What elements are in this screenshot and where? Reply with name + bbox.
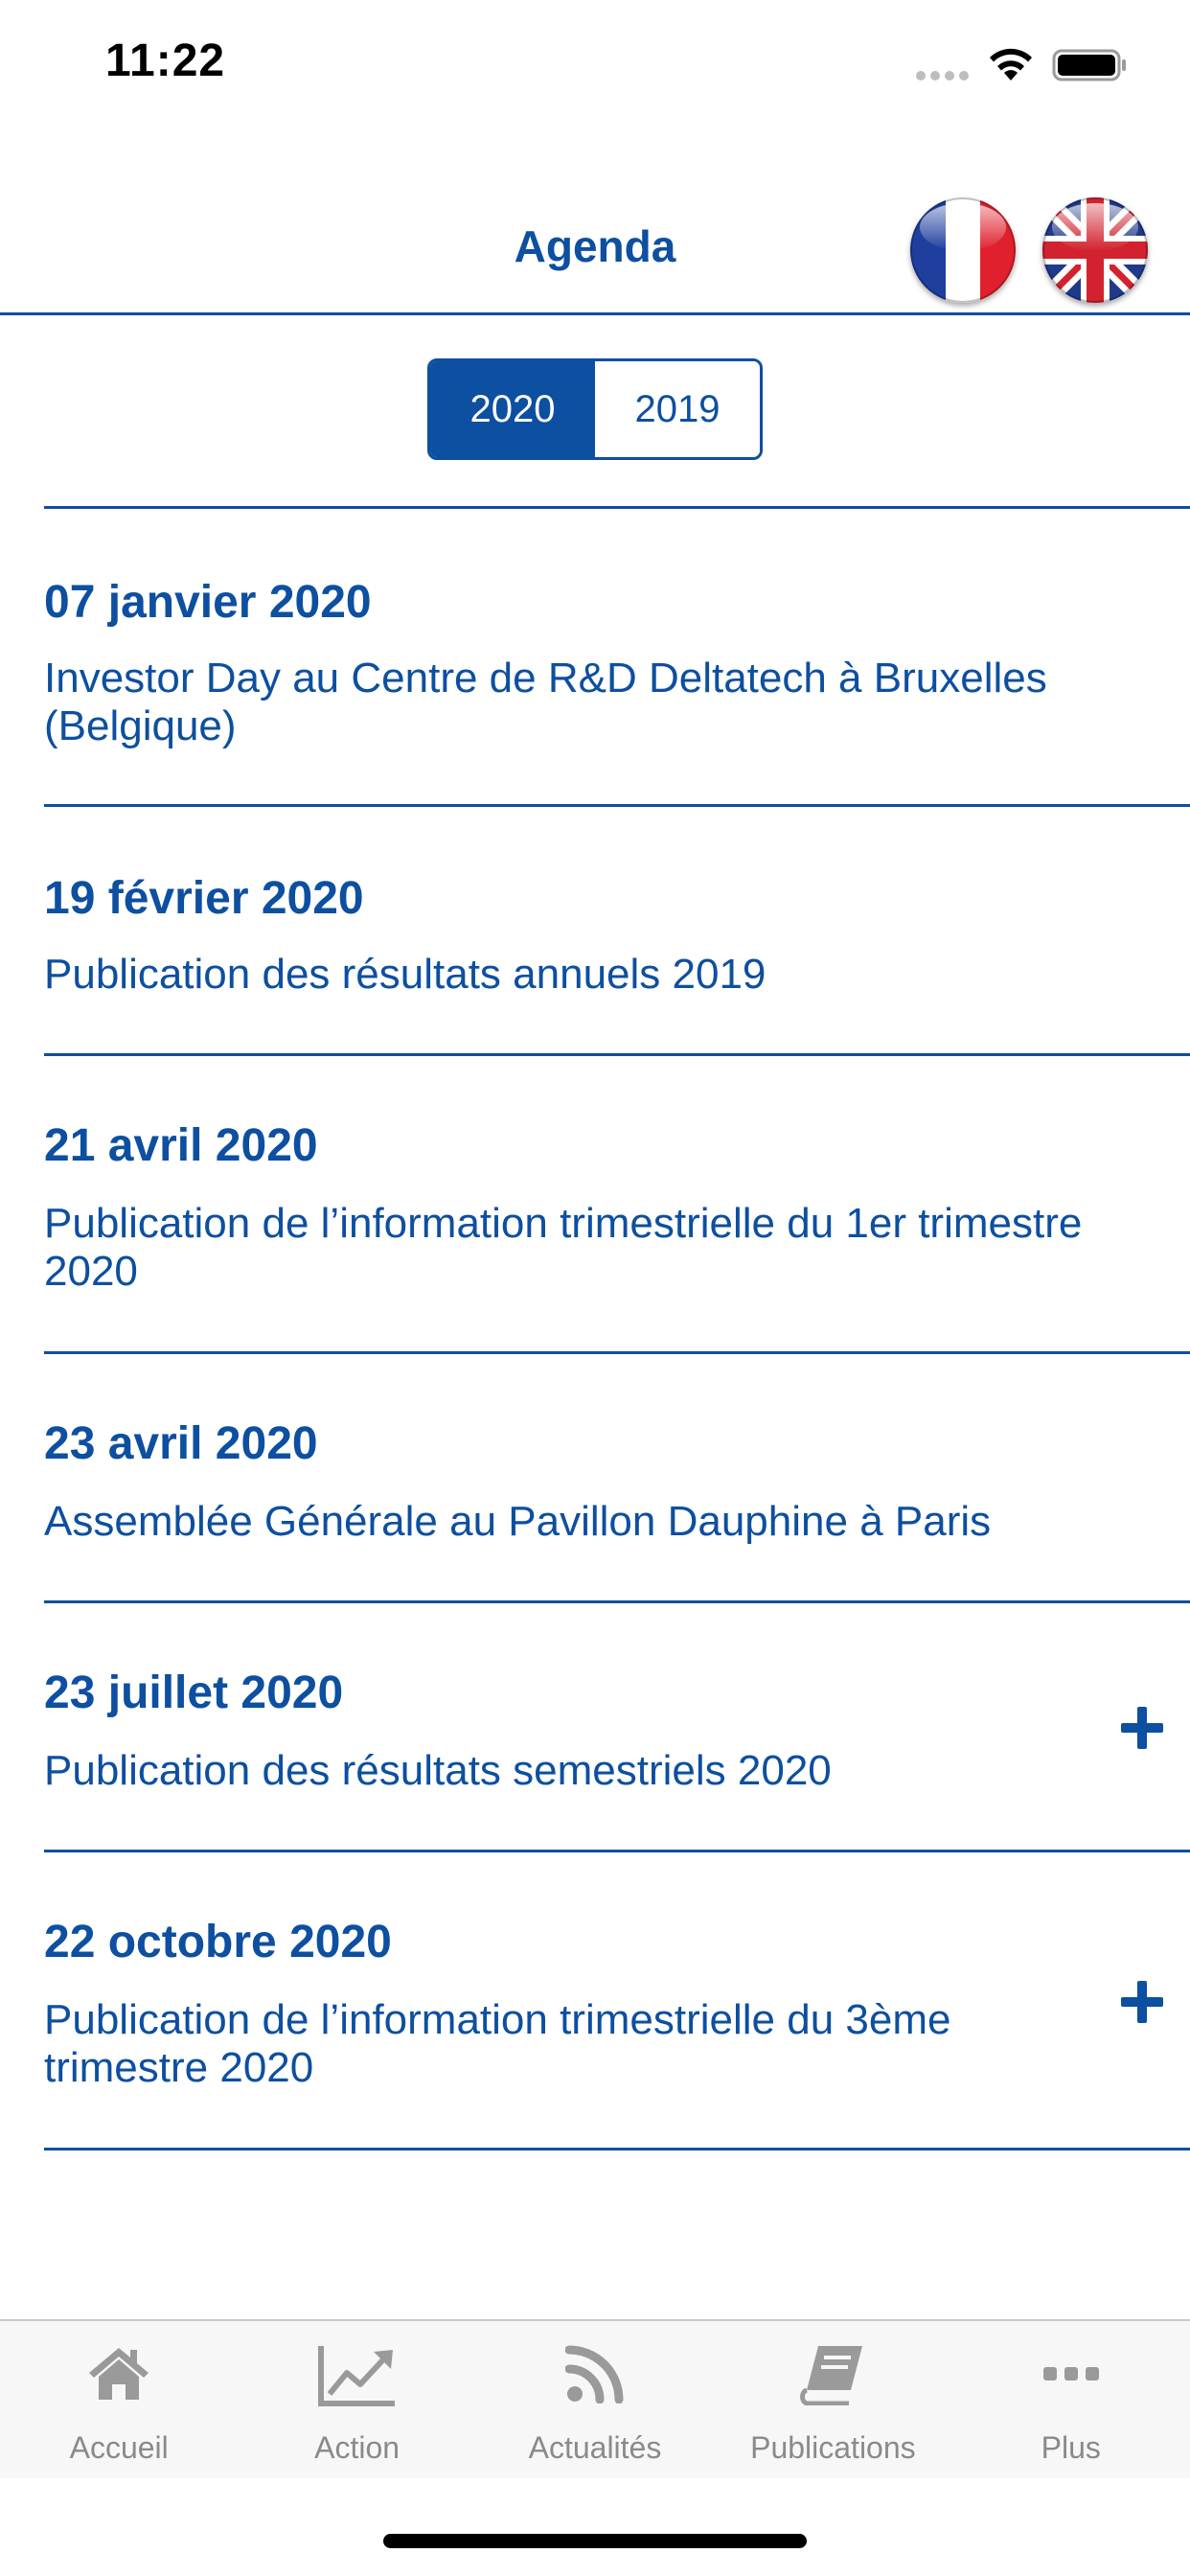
tab-accueil[interactable] [0, 2321, 238, 2478]
home-indicator[interactable] [383, 2534, 807, 2548]
cellular-signal-icon [916, 71, 969, 80]
book-icon [799, 2344, 866, 2405]
event-list [44, 506, 1190, 2150]
wifi-icon [987, 46, 1035, 82]
more-icon [1041, 2344, 1101, 2402]
home-icon [87, 2344, 150, 2402]
rss-icon [565, 2344, 625, 2404]
expand-plus-icon[interactable] [1121, 1707, 1163, 1749]
tab-label: Action [314, 2430, 400, 2465]
status-time: 11:22 [105, 35, 226, 86]
event-date: 21 avril 2020 [44, 1120, 318, 1171]
event-item[interactable] [44, 1056, 1190, 1354]
event-item[interactable] [44, 1354, 1190, 1603]
page-title: Agenda [514, 221, 676, 271]
tab-label: Plus [1041, 2430, 1101, 2465]
nav-header [0, 134, 1190, 315]
status-bar [0, 0, 1190, 134]
language-french-button[interactable] [910, 197, 1016, 303]
event-date: 23 avril 2020 [44, 1418, 318, 1469]
tab-label: Actualités [528, 2430, 662, 2465]
event-item[interactable] [44, 1852, 1190, 2150]
year-segment-2019[interactable]: 2019 [595, 361, 760, 457]
event-date: 22 octobre 2020 [44, 1917, 392, 1967]
expand-plus-icon[interactable] [1121, 1981, 1163, 2023]
battery-icon [1052, 48, 1129, 82]
tab-label: Publications [750, 2430, 916, 2465]
tab-actualites[interactable] [476, 2321, 714, 2478]
event-description: Publication des résultats semestriels 2020 [44, 1747, 832, 1794]
tab-label: Accueil [69, 2430, 169, 2465]
event-date: 23 juillet 2020 [44, 1668, 344, 1718]
year-segment-2020[interactable]: 2020 [430, 361, 595, 457]
year-segmented-control [427, 358, 763, 460]
language-english-button[interactable] [1042, 197, 1148, 303]
event-description: Assemblée Générale au Pavillon Dauphine à Paris [44, 1498, 992, 1545]
event-date: 19 février 2020 [44, 873, 364, 924]
event-description: Publication des résultats annuels 2019 [44, 951, 767, 998]
event-description: Publication de l’information trimestrielle du 1er trimestre 2020 [44, 1200, 1083, 1295]
event-item[interactable] [44, 509, 1190, 807]
event-item[interactable] [44, 807, 1190, 1056]
tab-action[interactable] [238, 2321, 475, 2478]
tab-bar [0, 2319, 1190, 2478]
event-date: 07 janvier 2020 [44, 577, 372, 628]
tab-plus[interactable] [952, 2321, 1190, 2478]
event-description: Publication de l’information trimestrielle du 3ème trimestre 2020 [44, 1996, 951, 2091]
chart-line-icon [318, 2344, 397, 2407]
event-description: Investor Day au Centre de R&D Deltatech à Bruxelles (Belgique) [44, 655, 1047, 749]
event-item[interactable] [44, 1603, 1190, 1852]
tab-publications[interactable] [714, 2321, 951, 2478]
